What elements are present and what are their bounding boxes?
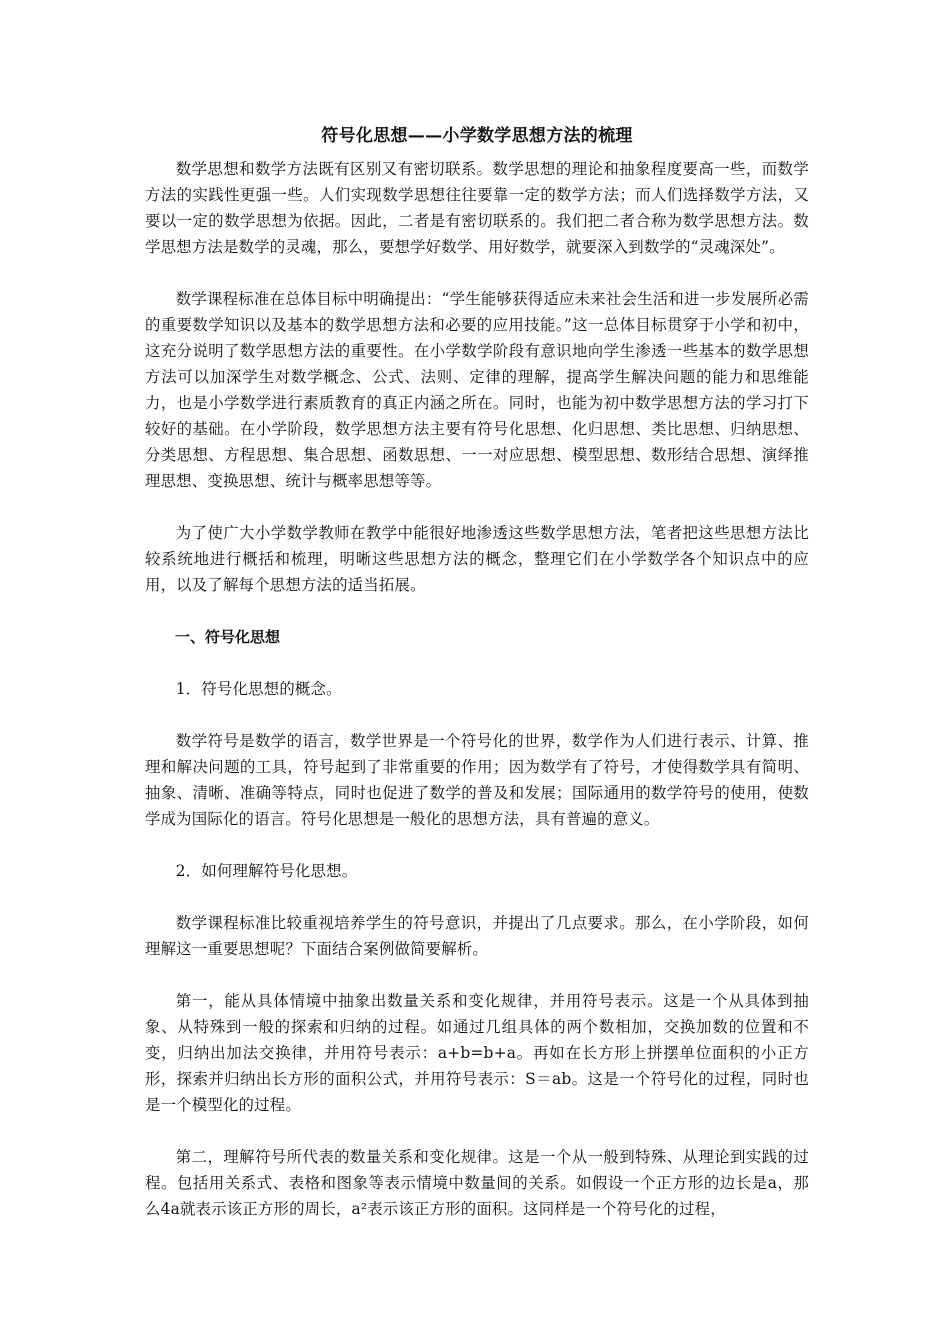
subsection-heading-understanding: 2．如何理解符号化思想。 — [175, 862, 358, 880]
paragraph-second-point: 第二，理解符号所代表的数量关系和变化规律。这是一个从一般到特殊、从理论到实践的过程。包括用关系式、表格和图象等表示情境中数量间的关系。如假设一个正方形的边长是a，那么4a就表示该正方形的周长，a²表示该正方形的面积。这同样是一个符号化的过程， — [145, 1148, 809, 1218]
paragraph-gap — [145, 884, 809, 910]
document-title: 符号化思想——小学数学思想方法的梳理 — [321, 126, 633, 146]
paragraph-curriculum: 数学课程标准在总体目标中明确提出：“学生能够获得适应未来社会生活和进一步发展所必需的重要数学知识以及基本的数学思想方法和必要的应用技能。”这一总体目标贯穿于小学和初中，这充分说明了数学思想方法的重要性。在小学数学阶段有意识地向学生渗透一些基本的数学思想方法可以加深学生对数学概念、公式、法则、定律的理解，提高学生解决问题的能力和思维能力，也是小学数学进行素质教育的真正内涵之所在。同时，也能为初中数学思想方法的学习打下较好的基础。在小学阶段，数学思想方法主要有符号化思想、化归思想、类比思想、归纳思想、分类思想、方程思想、集合思想、函数思想、一一对应思想、模型思想、数形结合思想、演绎推理思想、变换思想、统计与概率思想等等。 — [145, 290, 809, 490]
paragraph-gap — [145, 650, 809, 676]
section-heading: 一、符号化思想 — [175, 628, 281, 646]
paragraph-symbols: 数学符号是数学的语言，数学世界是一个符号化的世界，数学作为人们进行表示、计算、推理和解决问题的工具，符号起到了非常重要的作用；因为数学有了符号，才使得数学具有简明、抽象、清晰、准确等特点，同时也促进了数学的普及和发展；国际通用的数学符号的使用，使数学成为国际化的语言。符号化思想是一般化的思想方法，具有普遍的意义。 — [145, 732, 809, 828]
subsection-heading-concept: 1．符号化思想的概念。 — [175, 680, 342, 698]
paragraph-gap — [145, 260, 809, 286]
paragraph-purpose: 为了使广大小学数学教师在教学中能很好地渗透这些数学思想方法，笔者把这些思想方法比较系统地进行概括和梳理，明晰这些思想方法的概念，整理它们在小学数学各个知识点中的应用，以及了解每个思想方法的适当拓展。 — [145, 524, 809, 594]
paragraph-gap — [145, 832, 809, 858]
document-page — [145, 122, 809, 1222]
paragraph-gap — [145, 962, 809, 988]
paragraph-first-point: 第一，能从具体情境中抽象出数量关系和变化规律，并用符号表示。这是一个从具体到抽象、从特殊到一般的探索和归纳的过程。如通过几组具体的两个数相加，交换加数的位置和不变，归纳出加法交换律，并用符号表示：a+b=b+a。再如在长方形上拼摆单位面积的小正方形，探索并归纳出长方形的面积公式，并用符号表示：S＝ab。这是一个符号化的过程，同时也是一个模型化的过程。 — [145, 992, 809, 1114]
paragraph-gap — [145, 702, 809, 728]
paragraph-gap — [145, 494, 809, 520]
paragraph-standard: 数学课程标准比较重视培养学生的符号意识，并提出了几点要求。那么，在小学阶段，如何理解这一重要思想呢？下面结合案例做简要解析。 — [145, 914, 809, 958]
paragraph-gap — [145, 598, 809, 624]
paragraph-gap — [145, 1118, 809, 1144]
paragraph-intro: 数学思想和数学方法既有区别又有密切联系。数学思想的理论和抽象程度要高一些，而数学方法的实践性更强一些。人们实现数学思想往往要靠一定的数学方法；而人们选择数学方法，又要以一定的数学思想为依据。因此，二者是有密切联系的。我们把二者合称为数学思想方法。数学思想方法是数学的灵魂，那么，要想学好数学、用好数学，就要深入到数学的“灵魂深处”。 — [145, 160, 809, 256]
